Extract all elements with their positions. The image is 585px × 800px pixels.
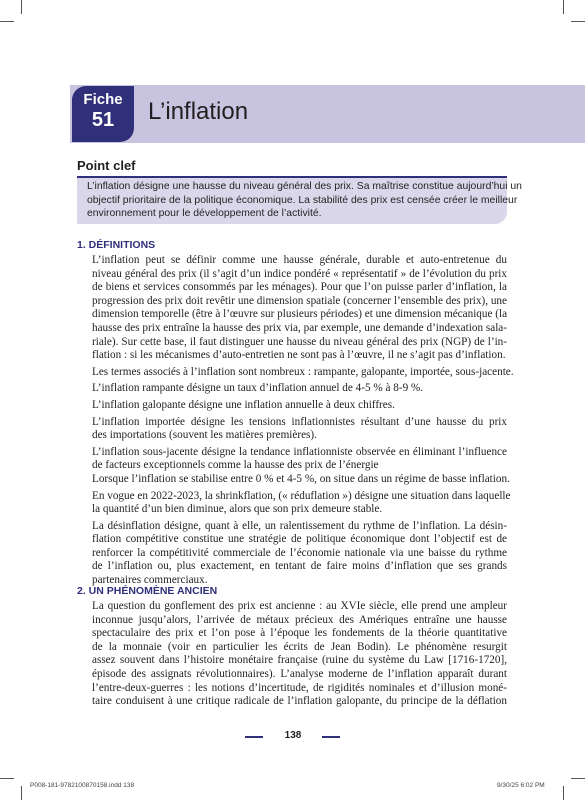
point-clef-line: environnement pour le développement de l’activité. (87, 208, 322, 219)
text-line: L’inflation galopante désigne une inflation annuelle à deux chiffres. (92, 398, 395, 411)
point-clef-line: L’inflation désigne une hausse du niveau général des prix. Sa maîtrise constitue aujourd’hui un (87, 181, 522, 192)
text-line: hausse des prix entraîne la hausse des prix via, par exemple, une demande d’indexation sala- (92, 321, 507, 334)
crop-mark (571, 21, 585, 22)
text-line: renforcer la compétitivité commerciale de l’économie nationale via une baisse du rythme (92, 546, 507, 559)
text-line: l’entre-deux-guerres : les notions d’incertitude, de rigidités nominales et d’illusion moné- (92, 681, 507, 694)
text-line: L’inflation importée désigne les tensions inflationnistes résultant d’une hausse du prix (92, 415, 507, 428)
section-definitions-body (92, 254, 514, 588)
crop-mark (0, 21, 14, 22)
point-clef-line: objectif prioritaire de la politique économique. La stabilité des prix est censée créer le meilleur (87, 194, 518, 206)
text-line: Les termes associés à l’inflation sont nombreux : rampante, galopante, importée, sous-jacente. (92, 365, 514, 378)
section-heading-definitions: 1. DÉFINITIONS (77, 239, 156, 251)
text-line: partenaires commerciaux. (92, 574, 208, 587)
fiche-badge (72, 86, 134, 142)
text-line: spectaculaire des prix et l’on pose à l’époque les fondements de la théorie quantitative (92, 627, 507, 640)
point-clef-title: Point clef (77, 158, 136, 173)
crop-mark (563, 786, 564, 800)
text-line: flation : si les mécanismes d’auto-entretien ne sont pas à l’œuvre, il ne s’agit pas d’inflation. (92, 349, 506, 362)
text-line: taire conduisent à une critique radicale de l’inflation galopante, du principe de la déflation (92, 695, 507, 708)
text-line: la quantité d’un bien diminue, alors que son prix demeure stable. (92, 503, 383, 516)
text-line: inconnue jusqu’alors, l’arrivée de métaux précieux des Amériques entraîne une hausse (92, 613, 507, 626)
text-line: des importations (souvent les matières premières). (92, 429, 317, 442)
crop-mark (571, 778, 585, 779)
page-number: 138 (284, 730, 302, 741)
fiche-label: Fiche (83, 91, 123, 108)
page-number-dash (322, 736, 340, 738)
text-line: de la monnaie (voir en particulier les écrits de Jean Bodin). Le phénomène resurgit (92, 640, 507, 653)
crop-mark (563, 0, 564, 14)
crop-mark (21, 786, 22, 800)
section-heading-phenomene-ancien: 2. UN PHÉNOMÈNE ANCIEN (77, 585, 218, 597)
text-line: dimension temporelle (être à l’œuvre sur plusieurs périodes) et une dimension mécanique (la (92, 308, 508, 321)
text-line: La désinflation désigne, quant à elle, un ralentissement du rythme de l’inflation. La désin- (92, 519, 507, 532)
section-phenomene-body (92, 600, 507, 709)
text-line: L’inflation peut se définir comme une hausse générale, durable et auto-entretenue du (92, 254, 507, 266)
text-line: En vogue en 2022-2023, la shrinkflation, (« réduflation ») désigne une situation dans laquelle (92, 489, 511, 502)
text-line: de facteurs exceptionnels comme la hausse des prix de l’énergie (92, 459, 379, 472)
text-line: niveau général des prix (il s’agit d’un indice pondéré « représentatif » de l’évolution du prix (92, 267, 507, 280)
text-line: L’inflation sous-jacente désigne la tendance inflationniste observée en éliminant l’influence (92, 445, 507, 458)
print-slug-date: 9/30/25 6:02 PM (497, 782, 545, 789)
point-clef-box (77, 176, 522, 224)
text-line: riale). Sur cette base, il faut distinguer une hausse du niveau général des prix (NGP) de l’in- (92, 335, 507, 348)
crop-mark (21, 0, 22, 14)
page-number-dash (245, 736, 263, 738)
text-line: Lorsque l’inflation se stabilise entre 0 % et 4-5 %, on situe dans un régime de basse inflation. (92, 472, 510, 485)
text-line: de l’inflation ou, plus exactement, en tentant de faire moins d’inflation que ses grands (92, 560, 507, 573)
chapter-title: L’inflation (148, 98, 249, 125)
crop-mark (0, 778, 14, 779)
text-line: épisode des assignats révolutionnaires). L’analyse moderne de l’inflation apparaît durant (92, 667, 507, 680)
text-line: progression des prix doit revêtir une dimension spatiale (concerner l’ensemble des prix), une (92, 294, 507, 307)
fiche-number: 51 (91, 109, 115, 131)
text-line: assez souvent dans l’histoire monétaire française (ruine du système du Law [1716-1720], (92, 654, 507, 667)
text-line: L’inflation rampante désigne un taux d’inflation annuel de 4-5 % à 8-9 %. (92, 382, 424, 395)
text-line: de biens et services consommés par les ménages). Pour que l’on puisse parler d’inflation, la (92, 281, 507, 294)
text-line: flation compétitive constitue une stratégie de politique économique dont l’objectif est de (92, 533, 507, 546)
print-slug-file: P008-181-9782100870158.indd 138 (30, 782, 135, 789)
text-line: La question du gonflement des prix est ancienne : au XVIe siècle, elle prend une ampleur (92, 600, 507, 612)
